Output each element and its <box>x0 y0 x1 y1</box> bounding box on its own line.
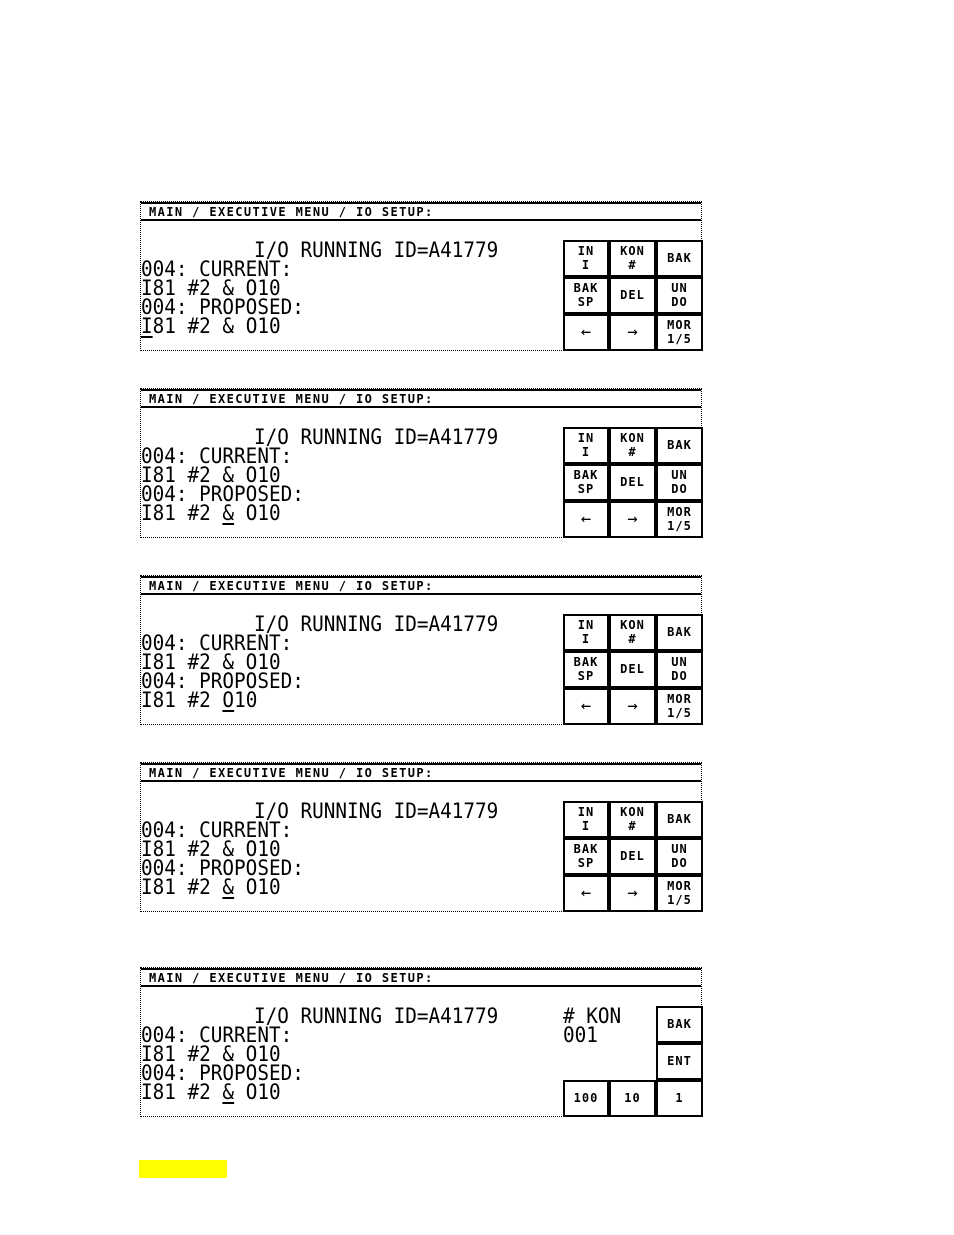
undo-line1: UN <box>671 655 688 669</box>
undo-line1: UN <box>671 842 688 856</box>
undo-line2: DO <box>671 295 688 309</box>
delete-label: DEL <box>620 662 645 676</box>
proposed-value[interactable] <box>141 501 281 525</box>
text-cursor: I <box>141 314 153 338</box>
current-label: 004: CURRENT: <box>141 631 293 655</box>
enter-button-label: ENT <box>667 1054 692 1068</box>
increment-100-button[interactable] <box>563 1080 609 1117</box>
left-arrow-button[interactable] <box>563 314 609 351</box>
kon-button[interactable] <box>609 614 656 651</box>
kon-entry-label: # KON <box>563 1004 622 1028</box>
kon-button-line2: # <box>628 445 637 459</box>
kon-button-line2: # <box>628 258 637 272</box>
io-status-line: I/O RUNNING ID=A41779 <box>254 425 499 449</box>
more-line1: MOR <box>667 692 692 706</box>
bak-button-label: BAK <box>667 438 692 452</box>
undo-line2: DO <box>671 482 688 496</box>
ini-button-line2: I <box>581 819 591 833</box>
text-cursor: & <box>222 1080 235 1104</box>
undo-line2: DO <box>671 856 688 870</box>
backspace-line1: BAK <box>573 468 599 482</box>
more-line2: 1/5 <box>667 519 692 533</box>
more-button[interactable] <box>656 688 703 725</box>
ini-button-line1: IN <box>577 244 595 258</box>
bak-button-label: BAK <box>667 812 692 826</box>
backspace-button[interactable] <box>563 277 609 314</box>
left-arrow-button[interactable] <box>563 688 609 725</box>
proposed-after-cursor: 10 <box>234 688 258 712</box>
bak-button-label: BAK <box>667 251 692 265</box>
proposed-value[interactable] <box>141 688 258 712</box>
io-setup-screen-3 <box>140 575 702 725</box>
proposed-before-cursor: I81 #2 <box>141 501 223 525</box>
proposed-label: 004: PROPOSED: <box>141 669 304 693</box>
yellow-highlight-mark <box>139 1160 227 1178</box>
backspace-button[interactable] <box>563 651 609 688</box>
io-status-line: I/O RUNNING ID=A41779 <box>254 799 499 823</box>
right-arrow-icon: → <box>627 509 638 529</box>
undo-button[interactable] <box>656 464 703 501</box>
io-setup-screen-2 <box>140 388 702 538</box>
backspace-line2: SP <box>577 669 595 683</box>
right-arrow-icon: → <box>627 696 638 716</box>
backspace-line2: SP <box>577 856 595 870</box>
delete-label: DEL <box>620 288 645 302</box>
more-line1: MOR <box>667 879 692 893</box>
current-value: I81 #2 & O10 <box>141 1042 281 1066</box>
backspace-line2: SP <box>577 295 595 309</box>
right-arrow-button[interactable] <box>609 688 656 725</box>
increment-1-label: 1 <box>675 1091 684 1105</box>
proposed-before-cursor: I81 #2 <box>141 875 223 899</box>
io-status-line: I/O RUNNING ID=A41779 <box>254 612 499 636</box>
breadcrumb: MAIN / EXECUTIVE MENU / IO SETUP: <box>141 202 701 221</box>
backspace-line1: BAK <box>573 655 599 669</box>
ini-button[interactable] <box>563 427 609 464</box>
kon-button-line1: KON <box>620 244 645 258</box>
breadcrumb: MAIN / EXECUTIVE MENU / IO SETUP: <box>141 389 701 408</box>
more-line1: MOR <box>667 505 692 519</box>
ini-button-line2: I <box>581 445 591 459</box>
io-setup-screen-1 <box>140 201 702 351</box>
left-arrow-icon: ← <box>580 696 592 716</box>
undo-line1: UN <box>671 281 688 295</box>
bak-button[interactable] <box>656 801 703 838</box>
proposed-value[interactable] <box>141 1080 281 1104</box>
undo-button[interactable] <box>656 277 703 314</box>
edit-keypad <box>563 427 703 538</box>
delete-label: DEL <box>620 475 645 489</box>
bak-button[interactable] <box>656 240 703 277</box>
kon-button[interactable] <box>609 427 656 464</box>
kon-button-line2: # <box>628 819 637 833</box>
ini-button-line1: IN <box>577 618 595 632</box>
delete-button[interactable] <box>609 464 656 501</box>
io-setup-screen-5 <box>140 967 702 1117</box>
more-line1: MOR <box>667 318 692 332</box>
bak-button[interactable] <box>656 614 703 651</box>
ini-button-line2: I <box>581 632 591 646</box>
proposed-value[interactable] <box>141 314 281 338</box>
current-label: 004: CURRENT: <box>141 444 293 468</box>
io-status-line: I/O RUNNING ID=A41779 <box>254 238 499 262</box>
proposed-after-cursor: O10 <box>234 875 281 899</box>
breadcrumb: MAIN / EXECUTIVE MENU / IO SETUP: <box>141 576 701 595</box>
ini-button-line1: IN <box>577 431 595 445</box>
bak-button-label: BAK <box>667 1017 692 1031</box>
breadcrumb: MAIN / EXECUTIVE MENU / IO SETUP: <box>141 968 701 987</box>
edit-keypad <box>563 614 703 725</box>
current-value: I81 #2 & O10 <box>141 650 281 674</box>
proposed-label: 004: PROPOSED: <box>141 482 304 506</box>
text-cursor: & <box>222 875 235 899</box>
kon-button[interactable] <box>609 240 656 277</box>
kon-button-line1: KON <box>620 618 645 632</box>
text-cursor: O <box>222 688 235 712</box>
enter-button[interactable] <box>656 1043 703 1080</box>
delete-button[interactable] <box>609 838 656 875</box>
undo-line1: UN <box>671 468 688 482</box>
delete-button[interactable] <box>609 651 656 688</box>
ini-button[interactable] <box>563 240 609 277</box>
increment-100-label: 100 <box>573 1091 599 1105</box>
more-line2: 1/5 <box>667 893 692 907</box>
left-arrow-button[interactable] <box>563 875 609 912</box>
undo-button[interactable] <box>656 651 703 688</box>
left-arrow-icon: ← <box>580 883 592 903</box>
current-label: 004: CURRENT: <box>141 257 293 281</box>
ini-button-line2: I <box>581 258 591 272</box>
breadcrumb: MAIN / EXECUTIVE MENU / IO SETUP: <box>141 763 701 782</box>
edit-keypad <box>563 801 703 912</box>
edit-keypad <box>563 240 703 351</box>
undo-button[interactable] <box>656 838 703 875</box>
ini-button[interactable] <box>563 614 609 651</box>
more-line2: 1/5 <box>667 332 692 346</box>
proposed-label: 004: PROPOSED: <box>141 295 304 319</box>
proposed-after-cursor: 81 #2 & O10 <box>152 314 281 338</box>
bak-button-label: BAK <box>667 625 692 639</box>
kon-button-line1: KON <box>620 805 645 819</box>
kon-button-line2: # <box>628 632 637 646</box>
increment-10-button[interactable] <box>609 1080 656 1117</box>
right-arrow-icon: → <box>627 322 638 342</box>
proposed-value[interactable] <box>141 875 281 899</box>
backspace-button[interactable] <box>563 838 609 875</box>
kon-entry-value[interactable]: 001 <box>563 1023 598 1047</box>
current-value: I81 #2 & O10 <box>141 463 281 487</box>
backspace-line1: BAK <box>573 842 599 856</box>
backspace-line2: SP <box>577 482 595 496</box>
proposed-after-cursor: O10 <box>234 501 281 525</box>
increment-10-label: 10 <box>624 1091 641 1105</box>
proposed-before-cursor: I81 #2 <box>141 688 223 712</box>
more-button[interactable] <box>656 501 703 538</box>
right-arrow-button[interactable] <box>609 501 656 538</box>
text-cursor: & <box>222 501 235 525</box>
current-value: I81 #2 & O10 <box>141 276 281 300</box>
left-arrow-button[interactable] <box>563 501 609 538</box>
current-label: 004: CURRENT: <box>141 818 293 842</box>
io-status-line: I/O RUNNING ID=A41779 <box>254 1004 499 1028</box>
delete-button[interactable] <box>609 277 656 314</box>
more-button[interactable] <box>656 314 703 351</box>
more-line2: 1/5 <box>667 706 692 720</box>
proposed-before-cursor: I81 #2 <box>141 1080 223 1104</box>
backspace-button[interactable] <box>563 464 609 501</box>
io-setup-screen-4 <box>140 762 702 912</box>
bak-button[interactable] <box>656 427 703 464</box>
increment-1-button[interactable] <box>656 1080 703 1117</box>
ini-button[interactable] <box>563 801 609 838</box>
right-arrow-icon: → <box>627 883 638 903</box>
delete-label: DEL <box>620 849 645 863</box>
proposed-label: 004: PROPOSED: <box>141 1061 304 1085</box>
left-arrow-icon: ← <box>580 509 592 529</box>
more-button[interactable] <box>656 875 703 912</box>
kon-button-line1: KON <box>620 431 645 445</box>
proposed-after-cursor: O10 <box>234 1080 281 1104</box>
kon-button[interactable] <box>609 801 656 838</box>
bak-button[interactable] <box>656 1006 703 1043</box>
right-arrow-button[interactable] <box>609 875 656 912</box>
current-value: I81 #2 & O10 <box>141 837 281 861</box>
proposed-label: 004: PROPOSED: <box>141 856 304 880</box>
current-label: 004: CURRENT: <box>141 1023 293 1047</box>
ini-button-line1: IN <box>577 805 595 819</box>
backspace-line1: BAK <box>573 281 599 295</box>
undo-line2: DO <box>671 669 688 683</box>
left-arrow-icon: ← <box>580 322 592 342</box>
right-arrow-button[interactable] <box>609 314 656 351</box>
